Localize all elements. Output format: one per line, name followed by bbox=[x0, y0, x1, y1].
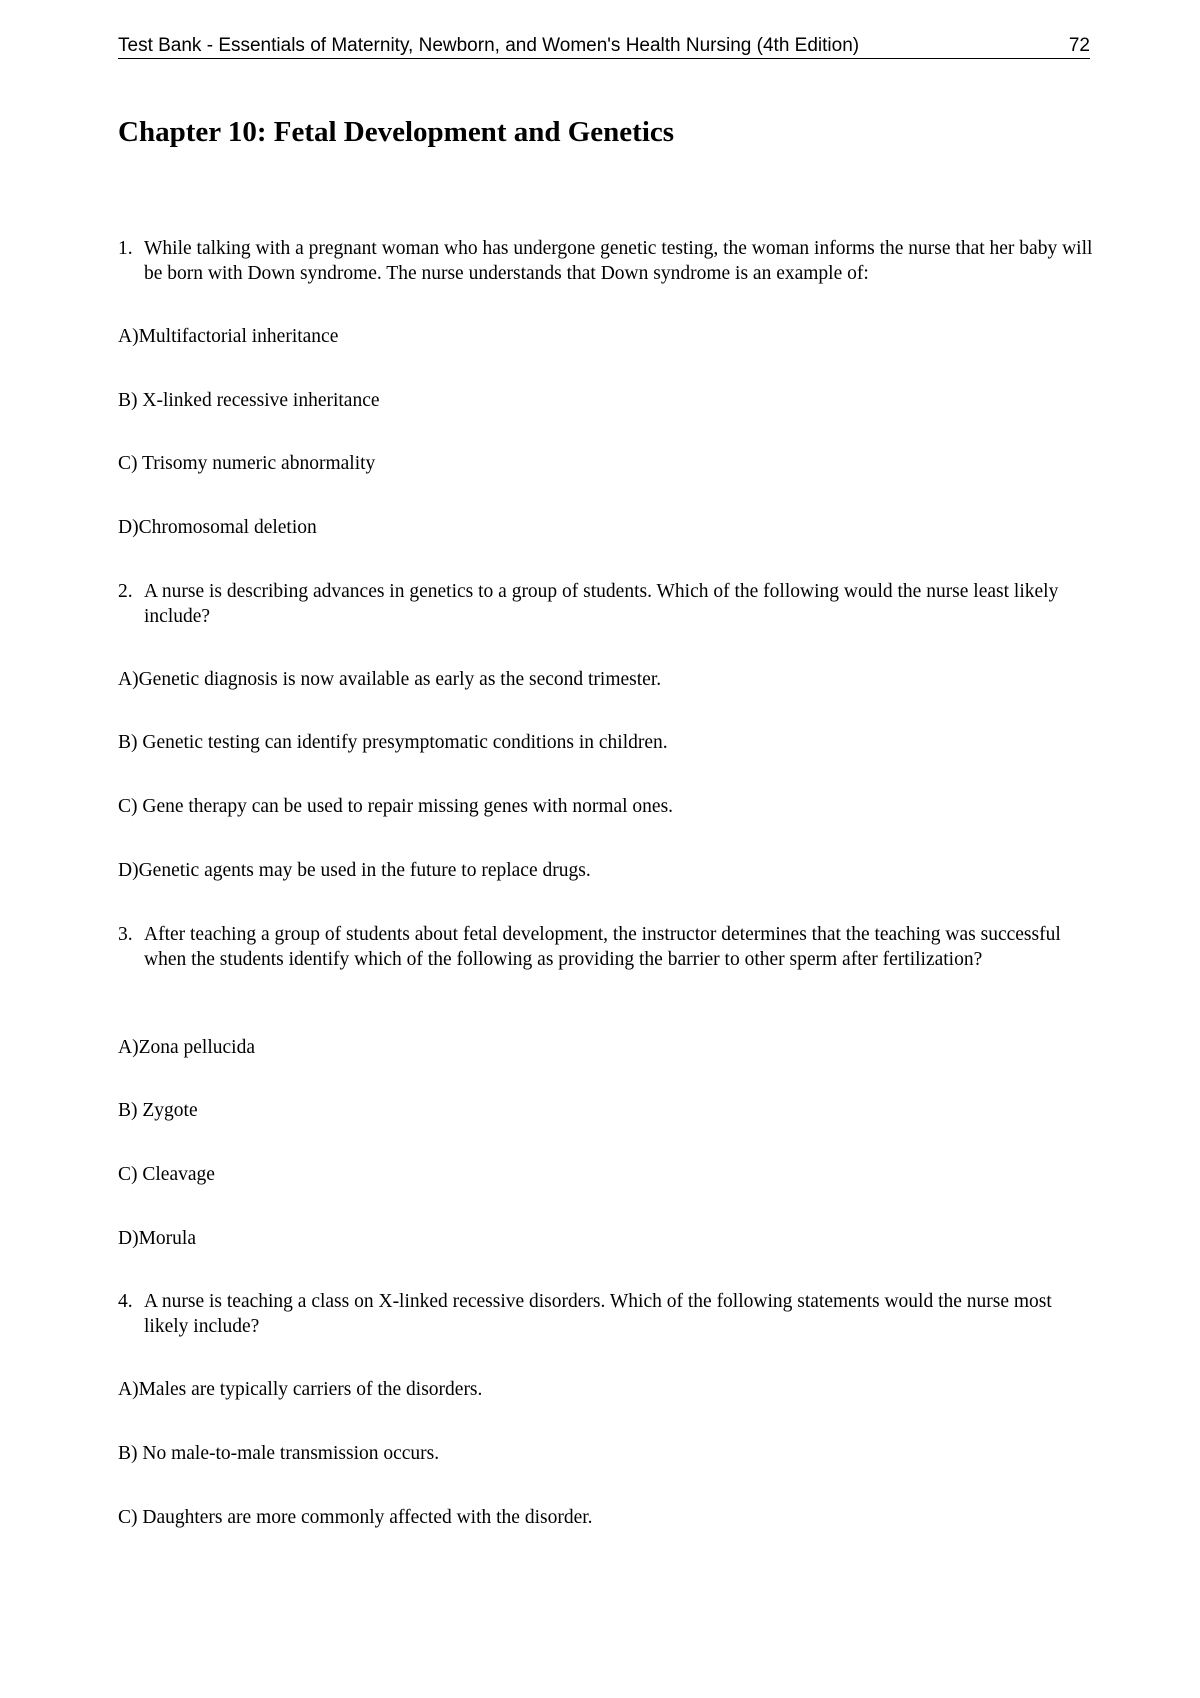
question-2-stem bbox=[118, 579, 1098, 629]
question-2-option-a: A)Genetic diagnosis is now available as early as the second trimester. bbox=[118, 669, 662, 690]
question-4-option-a: A)Males are typically carriers of the disorders. bbox=[118, 1379, 483, 1400]
question-number: 2. bbox=[118, 581, 133, 602]
question-4-stem bbox=[118, 1289, 1098, 1339]
question-2-option-b: B) Genetic testing can identify presymptomatic conditions in children. bbox=[118, 732, 668, 753]
question-3-option-d: D)Morula bbox=[118, 1228, 196, 1249]
header-title: Test Bank - Essentials of Maternity, Newborn, and Women's Health Nursing (4th Edition) bbox=[118, 35, 860, 56]
question-2-option-d: D)Genetic agents may be used in the future to replace drugs. bbox=[118, 860, 591, 881]
question-1-option-b: B) X-linked recessive inheritance bbox=[118, 390, 380, 411]
question-1-option-c: C) Trisomy numeric abnormality bbox=[118, 453, 376, 474]
question-3-option-c: C) Cleavage bbox=[118, 1164, 215, 1185]
question-3-stem bbox=[118, 922, 1098, 972]
running-header bbox=[118, 30, 1090, 59]
question-text: A nurse is teaching a class on X-linked recessive disorders. Which of the following statements would the nurse most likely include? bbox=[144, 1291, 1052, 1337]
question-4-option-c: C) Daughters are more commonly affected with the disorder. bbox=[118, 1507, 593, 1528]
question-3-option-a: A)Zona pellucida bbox=[118, 1037, 255, 1058]
question-number: 4. bbox=[118, 1291, 133, 1312]
question-number: 1. bbox=[118, 238, 133, 259]
question-text: After teaching a group of students about fetal development, the instructor determines that the teaching was successful when the students identify which of the following as providing the barrier to other sperm after fertilization? bbox=[144, 924, 1061, 970]
question-2-option-c: C) Gene therapy can be used to repair missing genes with normal ones. bbox=[118, 796, 674, 817]
chapter-title: Chapter 10: Fetal Development and Genetics bbox=[118, 116, 675, 148]
question-text: While talking with a pregnant woman who has undergone genetic testing, the woman informs the nurse that her baby will be born with Down syndrome. The nurse understands that Down syndrome is an example of: bbox=[144, 238, 1093, 284]
question-4-option-b: B) No male-to-male transmission occurs. bbox=[118, 1443, 440, 1464]
question-number: 3. bbox=[118, 924, 133, 945]
page-number: 72 bbox=[1068, 35, 1090, 56]
question-3-option-b: B) Zygote bbox=[118, 1100, 198, 1121]
question-1-option-d: D)Chromosomal deletion bbox=[118, 517, 317, 538]
question-1-stem bbox=[118, 236, 1098, 286]
question-text: A nurse is describing advances in genetics to a group of students. Which of the following would the nurse least likely include? bbox=[144, 581, 1059, 627]
question-1-option-a: A)Multifactorial inheritance bbox=[118, 326, 339, 347]
